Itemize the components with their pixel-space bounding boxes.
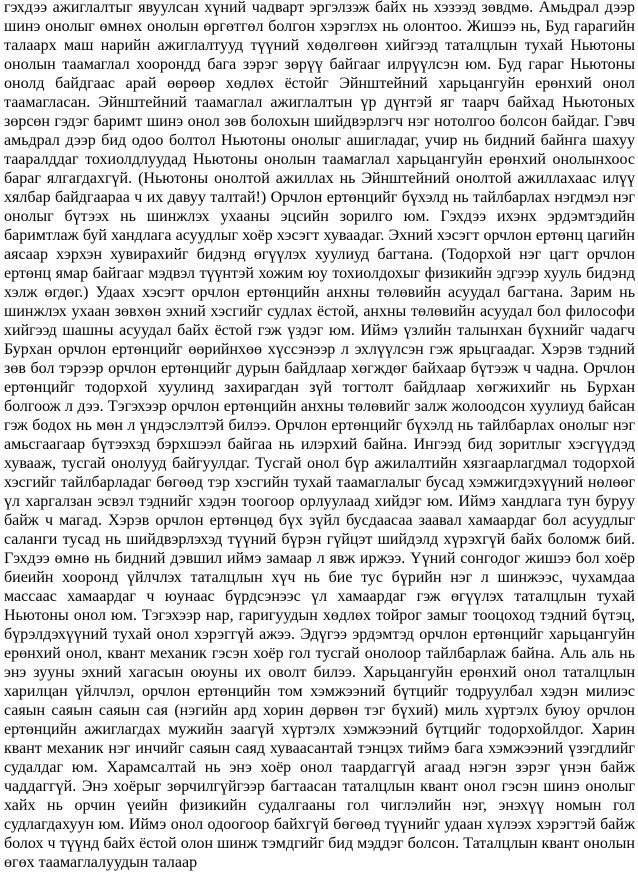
body-paragraph: гэхдээ ажиглалтыг явуулсан хүний чадварт эргэлзэж байх нь хэзээд зөвдмө. Амьдрал дээр шинэ онолыг өмнөх онолын өргөтгөл болгон хэрэглэх нь олонтоо. Жишээ нь, Буд гарагийн талаарх маш нарийн ажиглалтууд түүний хөдөлгөөн хийгээд таталцлын тухай Ньютоны онолын таамаглал хоорондд бага зэрэг зөрүү байгааг илрүүлсэн юм. Буд гараг Ньютоны онолд байдгаас арай өөрөөр хөдлөх ёстойг Эйнштейний харьцангуйн ерөнхий онол таамагласан. Эйнштейний таамаглал ажиглалтын үр дүнтэй яг таарч байхад Ньютоных зөрсөн гэдэг баримт шинэ онол зөв болохын шийдвэрлэгч нэг нотолгоо болсон байдаг. Гэвч амьдрал дээр бид одоо болтол Ньютоны онолыг ашигладаг, учир нь бидний байнга шахуу тааралддаг тохиолдлуудад Ньютоны онолын таамаглал харьцангуйн ерөнхий онолынхоос бараг ялгагдахгүй. (Ньютоны онолтой ажиллах нь Эйнштейний онолтой ажиллахаас илүү хялбар байдгаараа ч их давуу талтай!) Орчлон ертөнцийг бүхэлд нь тайлбарлах нэгдмэл нэг онолыг бүтээх нь шинжлэх ухааны эцсийн зорилго юм. Гэхдээ ихэнх эрдэмтэдийн баримтлаж буй хандлага асуудлыг хоёр хэсэгт хуваадаг. Эхний хэсэгт орчлон ертөнц цагийн аясаар хэрхэн хувирахийг бидэнд өгүүлэх хуулиуд багтана. (Тодорхой нэг цагт орчлон ертөнц ямар байгааг мэдвэл түүнтэй хожим юу тохиолдохыг физикийн эдгээр хууль бидэнд хэлж өгдөг.) Удаах хэсэгт орчлон ертөнцийн анхны төлөвийн асуудал багтана. Зарим нь шинжлэх ухаан зөвхөн эхний хэсгийг судлах ёстой, анхны төлөвийн асуудал бол философи хийгээд шашны асуудал байх ёстой гэж үздэг юм. Иймэ үзлийн талынхан бүхнийг чадагч Бурхан орчлон ертөнцийг өөрийнхөө хүссэнээр л эхлүүлсэн гэж ярьцгаадаг. Хэрэв тэдний зөв бол тэрээр орчлон ертөнцийг дурын байдлаар хөгждөг байхаар бүтээж ч чадна. Орчлон ертөнцийг тодорхой хуулинд захирагдан зүй тогтолт байдлаар хөгжихийг нь Бурхан болгоож л дээ. Тэгэхээр орчлон ертөнцийн анхны төлөвийг залж жолоодсон хуулиуд байсан гэж бодох нь мөн л үндэслэлтэй билээ. Орчлон ертөнцийг бүхэлд нь тайлбарлах онолыг нэг амьсгаагаар бүтээхэд бэрхшээл байгаа нь илэрхий байна. Ингээд бид зоритлыг хэсгүүдэд хувааж, тусгай онолууд байгуулдаг. Тусгай онол бүр ажилалтийн хязгаарлагдмал тодорхой хэсгийг тайлбарладаг бөгөөд тэр хэсгийн тухай таамаглалыг бусад хэмжигдэхүүний нөлөөг үл харгалзан эсвэл тэднийг хэдэн тоогоор орлуулаад хийдэг юм. Иймэ хандлага тун буруу байж ч магад. Хэрэв орчлон ертөнцөд бүх зүйл бусдаасаа заавал хамаардаг бол асуудлыг саланги тусад нь шийдвэрлэхэд түүний бүрэн гүйцэт шийдэлд хүрэхгүй байх боломж бий. Гэхдээ өмнө нь бидний дэвшил иймэ замаар л явж иржээ. Үүний сонгодог жишээ бол хоёр биеийн хооронд үйлчлэх таталцлын хүч нь бие тус бүрийн нэг л шинжээс, чухамдаа массаас хамаардаг ч юунаас бүрдсэнээс үл хамаардаг гэж өгүүлэх таталцлын тухай Ньютоны онол юм. Тэгэхээр нар, гаригуудын хөдлөх тойрог замыг тооцоход тэдний бүтэц, бүрэлдэхүүний тухай онол хэрэггүй ажээ. Эдүгээ эрдэмтэд орчлон ертөнцийг харьцангуйн ерөнхий онол, квант механик гэсэн хоёр гол тусгай онолоор тайлбарлаж байна. Аль аль нь энэ зууны эхний хагасын оюуны их оволт билээ. Харьцангуйн ерөнхий онол таталцлын харилцан үйлчлэл, орчлон ертөнцийн том хэмжээний бүтцийг тодруулбал хэдэн милиэс саяын саяын саяын сая (нэгийн ард хорин дөрвөн тэг бүхий) миль хүртэлх буюу орчлон ертөнцийн ажиглагдах мужийн заагүй хүртэлх хэмжээний бүтцийг тодорхойлдог. Харин квант механик нэг инчийг саяын саяд хуваасантай тэнцэх тиймэ бага хэмжээний үзэгдлийг судалдаг юм. Харамсалтай нь энэ хоёр онол таардаггүй агаад нэгэн зэрэг үнэн байж чаддаггүй. Энэ хоёрыг зөрчилгүйгээр багтаасан таталцлын квант онол гэсэн шинэ онолыг хайх нь орчин үеийн физикийн судалгааны гол чиглэлийн нэг, энэхүү номын гол судлагдахуун юм. Иймэ онол одоогоор байхгүй бөгөөд түүнийг удаан хүлээх хэрэгтэй байж болох ч түүнд байх ёстой олон шинж тэмдгийг бид мэддэг болсон. Таталцлын квант онолын өгөх таамаглалуудын талаар [4,0,635,871]
